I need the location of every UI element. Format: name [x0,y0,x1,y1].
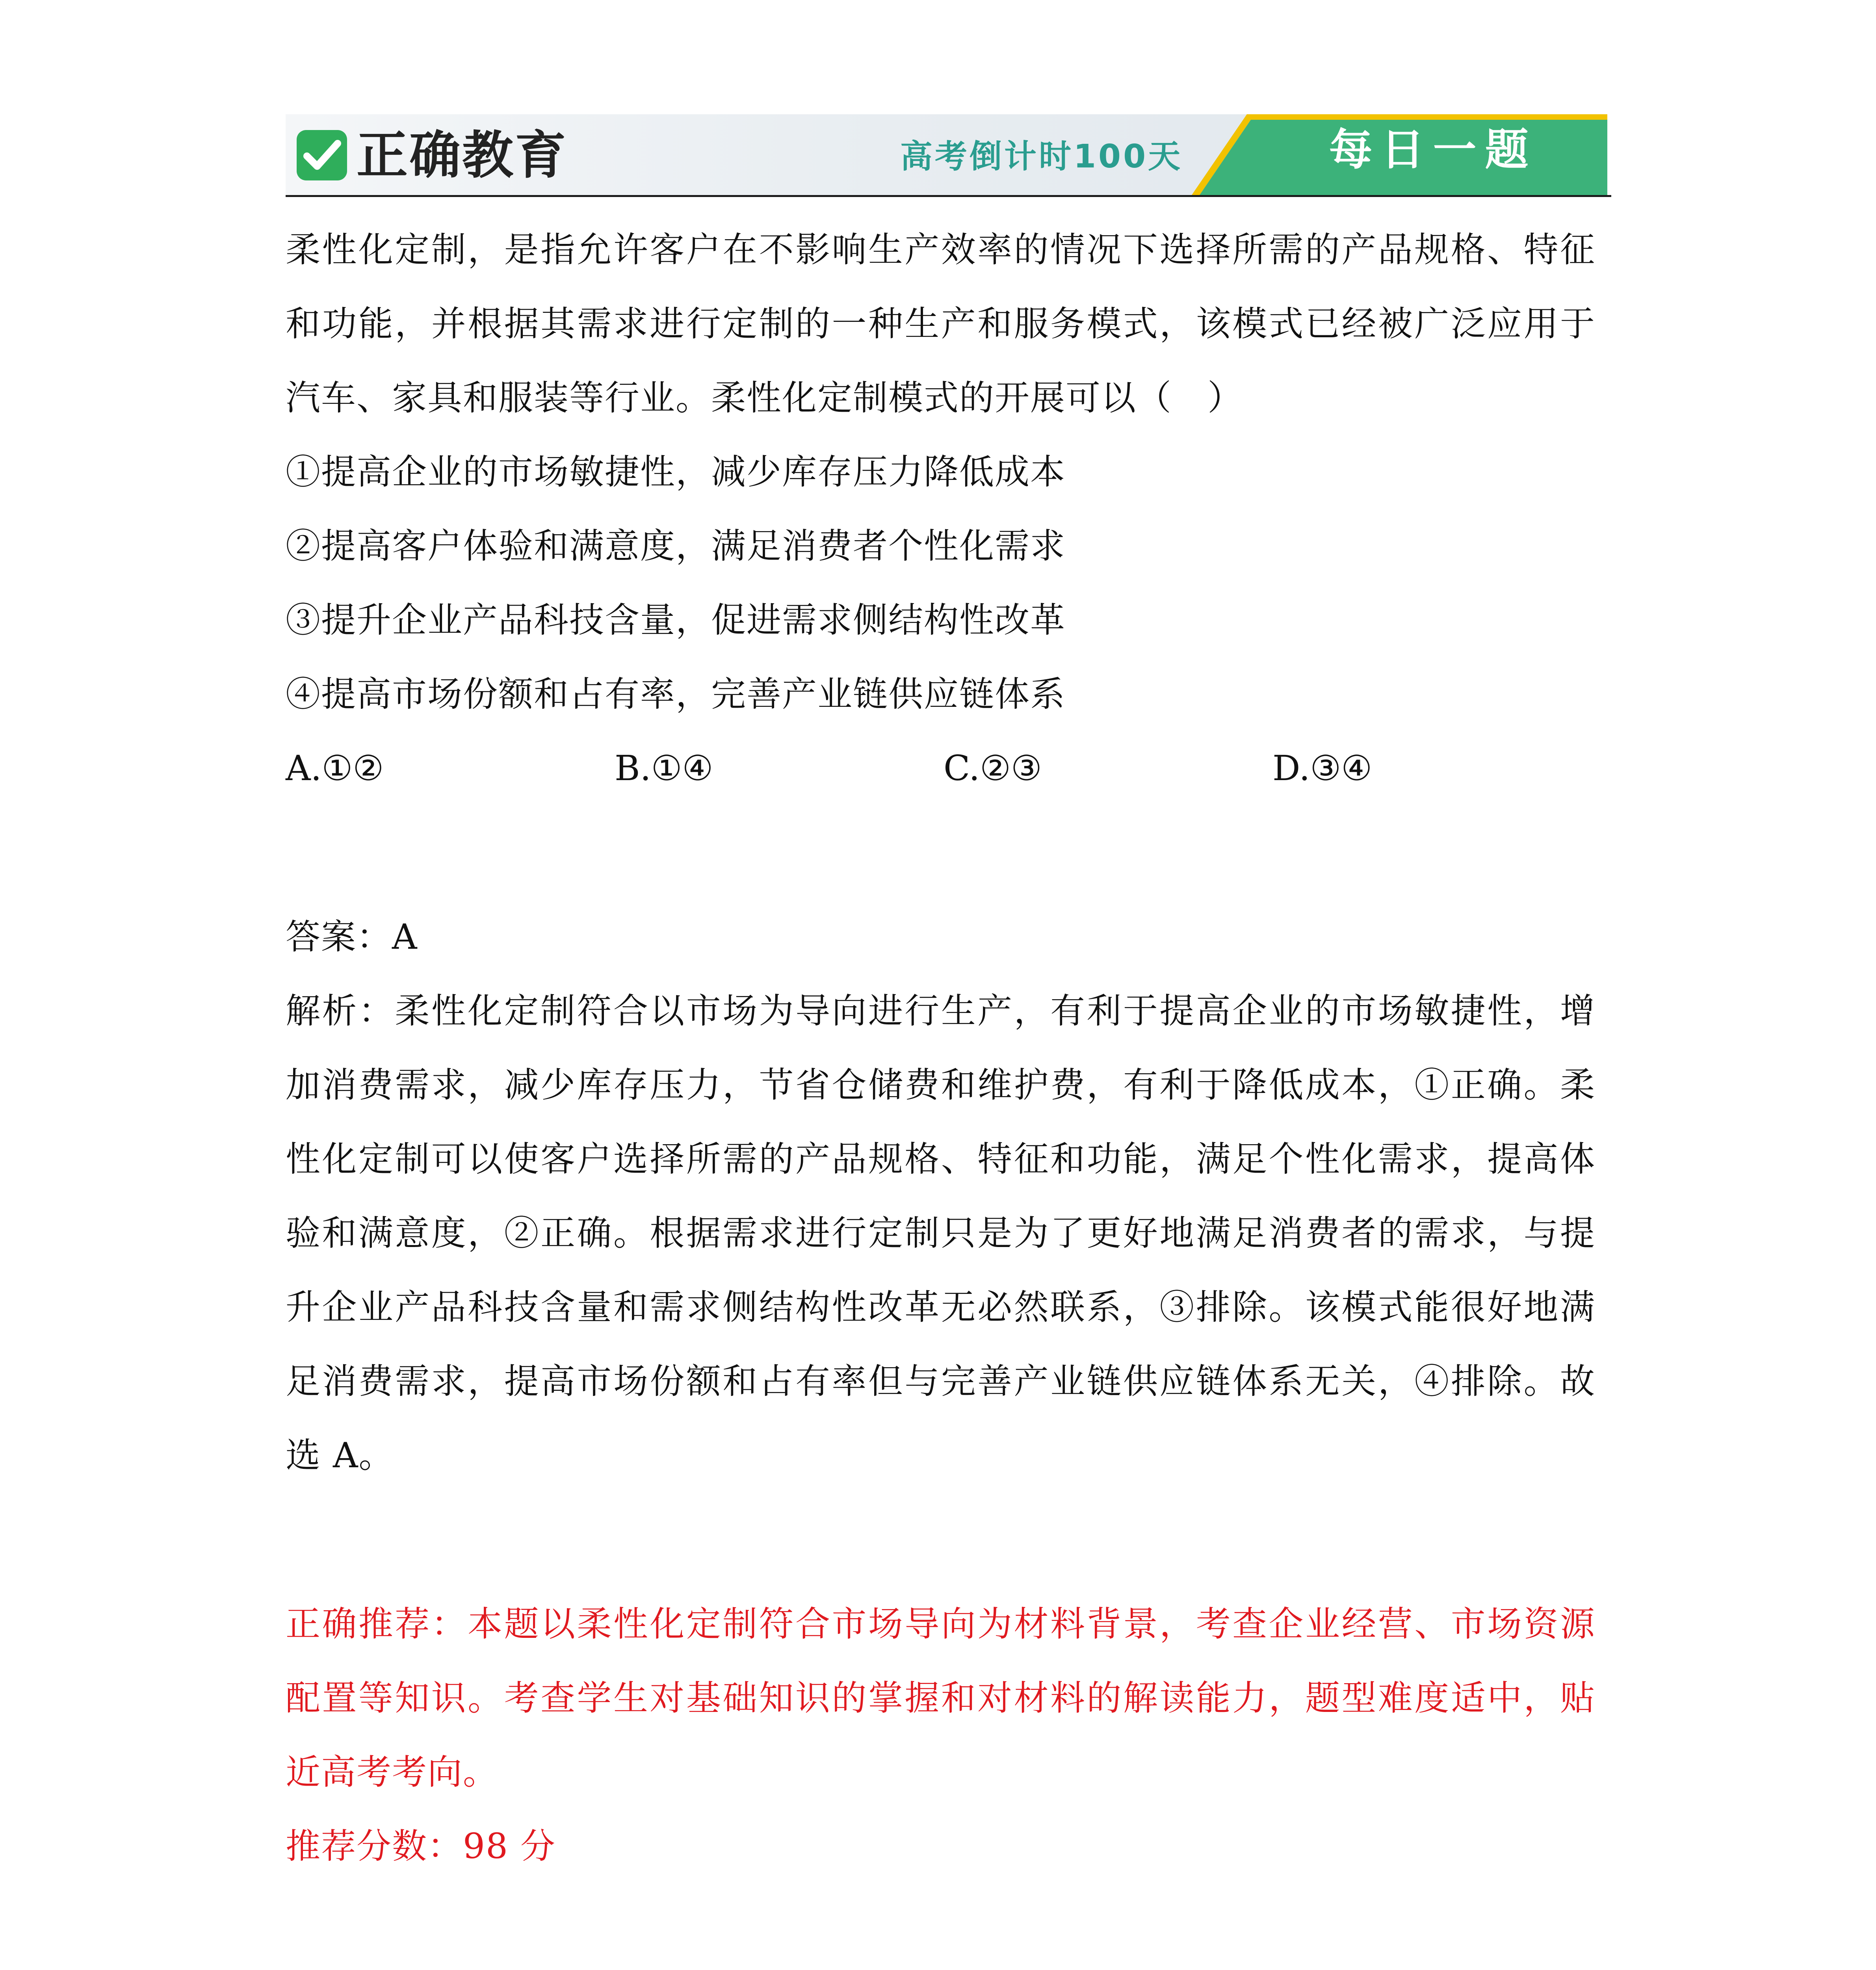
option-b: B.①④ [615,748,713,788]
header-divider [286,195,1611,197]
statement-2: ②提高客户体验和满意度，满足消费者个性化需求 [286,526,1066,566]
option-c: C.②③ [944,748,1042,788]
question-content [286,213,1596,1883]
answer-analysis: 解析：柔性化定制符合以市场为导向进行生产，有利于提高企业的市场敏捷性，增加消费需求，减少库存压力，节省仓储费和维护费，有利于降低成本，①正确。柔性化定制可以使客户选择所需的产品规格、特征和功能，满足个性化需求，提高体验和满意度，②正确。根据需求进行定制只是为了更好地满足消费者的需求，与提升企业产品科技含量和需求侧结构性改革无必然联系，③排除。该模式能很好地满足消费需求，提高市场份额和占有率但与完善产业链供应链体系无关，④排除。故选 A。 [286,991,1596,1476]
statement-3: ③提升企业产品科技含量，促进需求侧结构性改革 [286,600,1066,640]
recommendation-text: 正确推荐：本题以柔性化定制符合市场导向为材料背景，考查企业经营、市场资源配置等知识。考查学生对基础知识的掌握和对材料的解读能力，题型难度适中，贴近高考考向。 [286,1604,1596,1792]
spacer [286,1492,1596,1587]
check-icon-svg [297,130,347,180]
question-stem: 柔性化定制，是指允许客户在不影响生产效率的情况下选择所需的产品规格、特征和功能，并根据其需求进行定制的一种生产和服务模式，该模式已经被广泛应用于汽车、家具和服装等行业。柔性化定制模式的开展可以（ ） [286,229,1596,418]
header-banner [286,114,1607,195]
countdown-label: 高考倒计时100天 [900,138,1183,175]
option-d: D.③④ [1272,748,1373,788]
statement-1: ①提高企业的市场敏捷性，减少库存压力降低成本 [286,452,1066,492]
daily-question-banner [1192,114,1607,195]
brand-name: 正确教育 [357,125,568,185]
check-icon [297,130,347,180]
spacer [286,805,1596,900]
recommendation-score: 推荐分数：98 分 [286,1826,556,1866]
daily-question-title: 每日一题 [1329,125,1537,175]
answer-label: 答案：A [286,916,418,957]
statement-4: ④提高市场份额和占有率，完善产业链供应链体系 [286,674,1066,714]
option-a: A.①② [286,748,384,788]
answer-options [286,731,1596,805]
